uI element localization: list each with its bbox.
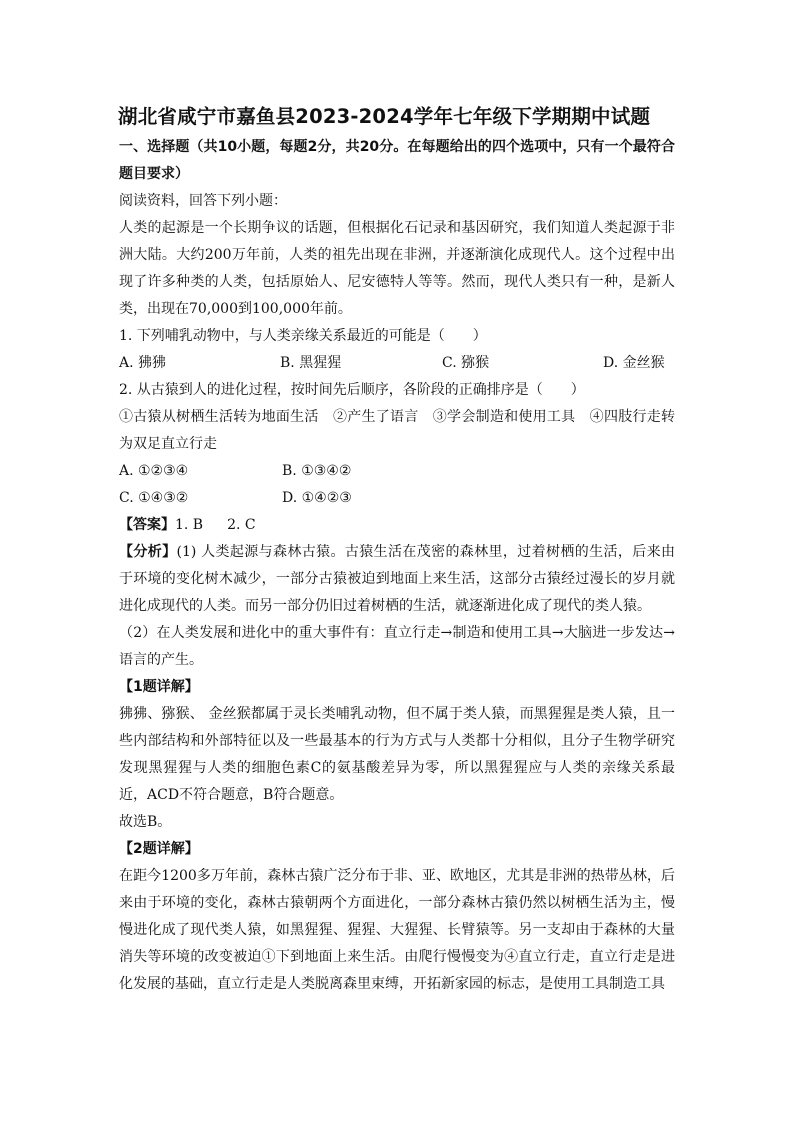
question-1-options bbox=[119, 350, 675, 377]
detail-1-heading: 【1题详解】 bbox=[119, 679, 199, 695]
question-2-stem: 2. 从古猿到人的进化过程，按时间先后顺序，各阶段的正确排序是（ ） bbox=[119, 382, 585, 398]
option-b: B. 黑猩猩 bbox=[280, 355, 342, 371]
analysis-paragraph-1 bbox=[119, 539, 675, 620]
option-b: B. ①③④② bbox=[282, 463, 352, 479]
question-1-stem: 1. 下列哺乳动物中，与人类亲缘关系最近的可能是（ ） bbox=[119, 328, 487, 344]
option-a: A. 狒狒 bbox=[119, 355, 167, 371]
option-d: D. 金丝猴 bbox=[603, 355, 665, 371]
option-a: A. ①②③④ bbox=[119, 463, 189, 479]
document-page bbox=[119, 102, 675, 998]
detail-2-text: 在距今1200多万年前，森林古猿广泛分布于非、亚、欧地区，尤其是非洲的热带丛林，后来由于环境的变化，森林古猿朝两个方面进化，一部分森林古猿仍然以树栖生活为主，慢慢进化成了现代类人猿，如黑猩猩、猩猩、大猩猩、长臂猿等。另一支却由于森林的大量消失等环境的改变被迫①下到地面上来生活。由爬行慢慢变为④直立行走，直立行走是进化发展的基础，直立行走是人类脱离森里束缚，开拓新家园的标志，是使用工具制造工具 bbox=[119, 868, 675, 992]
analysis-label: 【分析】 bbox=[119, 544, 177, 560]
page-title: 湖北省咸宁市嘉鱼县2023-2024学年七年级下学期期中试题 bbox=[118, 105, 651, 128]
option-c: C. 猕猴 bbox=[442, 355, 490, 371]
question-2-items: ①古猿从树栖生活转为地面生活 ②产生了语言 ③学会制造和使用工具 ④四肢行走转为双足直立行走 bbox=[119, 409, 675, 452]
detail-1-text: 狒狒、猕猴、 金丝猴都属于灵长类哺乳动物，但不属于类人猿，而黑猩猩是类人猿，且一些内部结构和外部特征以及一些最基本的行为方式与人类都十分相似，且分子生物学研究发现黑猩猩与人类的细胞色素C的氨基酸差异为零，所以黑猩猩应与人类的亲缘关系最近，ACD不符合题意，B符合题意。 bbox=[119, 706, 675, 803]
detail-1-conclusion: 故选B。 bbox=[119, 814, 172, 830]
section-heading: 一、选择题（共10小题，每题2分，共20分。在每题给出的四个选项中，只有一个最符合题目要求） bbox=[119, 139, 675, 182]
answer-2: 2. C bbox=[227, 517, 256, 533]
option-d: D. ①④②③ bbox=[282, 490, 352, 506]
option-c: C. ①④③② bbox=[119, 490, 189, 506]
reading-instruction: 阅读资料，回答下列小题： bbox=[119, 193, 287, 209]
answer-line bbox=[119, 512, 675, 539]
answer-1: 1. B bbox=[175, 517, 204, 533]
question-2-options-row-1 bbox=[119, 458, 675, 485]
analysis-paragraph-2: （2）在人类发展和进化中的重大事件有：直立行走→制造和使用工具→大脑进一步发达→语言的产生。 bbox=[119, 625, 675, 668]
detail-2-heading: 【2题详解】 bbox=[119, 841, 199, 857]
analysis-text-1: (1) 人类起源与森林古猿。古猿生活在茂密的森林里，过着树栖的生活，后来由于环境的变化树木减少，一部分古猿被迫到地面上来生活，这部分古猿经过漫长的岁月就进化成现代的人类。而另一部分仍旧过着树栖的生活，就逐渐进化成了现代的类人猿。 bbox=[119, 544, 675, 614]
answer-label: 【答案】 bbox=[119, 517, 175, 533]
question-2-options-row-2 bbox=[119, 485, 675, 512]
reading-material: 人类的起源是一个长期争议的话题，但根据化石记录和基因研究，我们知道人类起源于非洲大陆。大约200万年前，人类的祖先出现在非洲，并逐渐演化成现代人。这个过程中出现了许多种类的人类，包括原始人、尼安德特人等等。然而，现代人类只有一种，是新人类，出现在70,000到100,000年前。 bbox=[119, 220, 675, 317]
